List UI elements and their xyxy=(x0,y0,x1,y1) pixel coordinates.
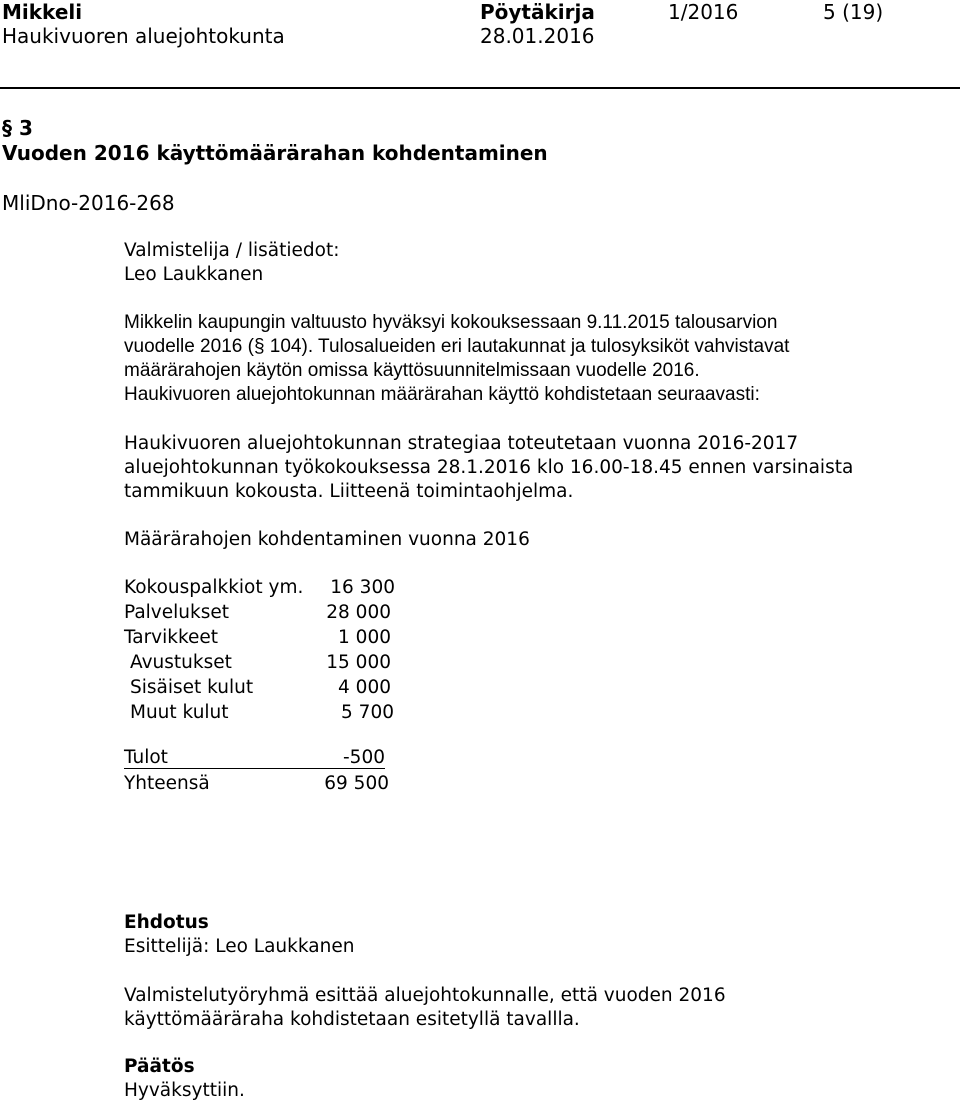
budget-value: 1 000 xyxy=(338,627,391,648)
budget-row xyxy=(124,700,394,725)
paragraph-2-line-3: tammikuun kokousta. Liitteenä toimintaohjelma. xyxy=(124,481,574,502)
paragraph-1-line-4: Haukivuoren aluejohtokunnan määrärahan käyttö kohdistetaan seuraavasti: xyxy=(124,384,760,405)
header-number: 1/2016 xyxy=(668,0,739,24)
section-number-value: 3 xyxy=(18,116,33,140)
budget-row xyxy=(124,650,391,675)
budget-total-label: Tulot xyxy=(124,747,168,768)
proposal-presenter: Esittelijä: Leo Laukkanen xyxy=(124,936,355,957)
preparer-label: Valmistelija / lisätiedot: xyxy=(124,240,340,261)
proposal-text-line-2: käyttömääräraha kohdistetaan esitetyllä tavallla. xyxy=(124,1009,580,1030)
budget-label: Muut kulut xyxy=(130,702,229,723)
paragraph-1-line-2b: 104). Tulosalueiden eri lautakunnat ja tulosyksiköt vahvistavat xyxy=(264,336,790,357)
budget-label: Sisäiset kulut xyxy=(130,677,254,698)
section-title: Vuoden 2016 käyttömäärärahan kohdentaminen xyxy=(2,141,548,165)
header-date: 28.01.2016 xyxy=(480,24,595,48)
proposal-heading: Ehdotus xyxy=(124,912,209,933)
decision-text: Hyväksyttiin. xyxy=(124,1080,245,1101)
paragraph-1-line-2a: vuodelle 2016 ( xyxy=(124,336,254,357)
header-rule xyxy=(0,87,960,89)
header-city: Mikkeli xyxy=(2,0,83,24)
paragraph-1-section-symbol: § xyxy=(253,336,265,357)
budget-row xyxy=(124,675,391,700)
budget-row xyxy=(124,625,391,650)
proposal-text-line-1: Valmistelutyöryhmä esittää aluejohtokunnalle, että vuoden 2016 xyxy=(124,985,726,1006)
paragraph-1-line-2 xyxy=(124,335,789,360)
budget-value: 15 000 xyxy=(326,652,391,673)
paragraph-1-line-1: Mikkelin kaupungin valtuusto hyväksyi kokouksessaan 9.11.2015 talousarvion xyxy=(124,312,778,333)
budget-total-label: Yhteensä xyxy=(124,773,210,794)
budget-row xyxy=(124,600,391,625)
section-number xyxy=(2,116,33,140)
budget-value: 16 300 xyxy=(330,577,395,598)
preparer-name: Leo Laukkanen xyxy=(124,264,264,285)
decision-heading: Päätös xyxy=(124,1056,195,1077)
budget-label: Palvelukset xyxy=(124,602,229,623)
budget-label: Kokouspalkkiot ym. xyxy=(124,577,304,598)
budget-total-value: -500 xyxy=(343,747,385,768)
section-symbol: § xyxy=(2,116,12,140)
header-doc-type: Pöytäkirja xyxy=(480,0,595,24)
paragraph-2-line-2: aluejohtokunnan työkokouksessa 28.1.2016 klo 16.00-18.45 ennen varsinaista xyxy=(124,457,854,478)
budget-value: 4 000 xyxy=(338,677,391,698)
budget-value: 5 700 xyxy=(341,702,394,723)
paragraph-1-line-3: määrärahojen käytön omissa käyttösuunnitelmissaan vuodelle 2016. xyxy=(124,360,700,381)
paragraph-2-line-1: Haukivuoren aluejohtokunnan strategiaa toteutetaan vuonna 2016-2017 xyxy=(124,433,799,454)
budget-total-value: 69 500 xyxy=(324,773,389,794)
budget-value: 28 000 xyxy=(326,602,391,623)
budget-total-row-income xyxy=(124,745,385,769)
header-page: 5 (19) xyxy=(823,0,884,24)
allocation-heading: Määrärahojen kohdentaminen vuonna 2016 xyxy=(124,529,530,550)
budget-label: Tarvikkeet xyxy=(124,627,219,648)
document-number: MliDno-2016-268 xyxy=(2,191,175,215)
budget-row xyxy=(124,575,395,600)
budget-label: Avustukset xyxy=(130,652,232,673)
budget-total-row-sum xyxy=(124,771,389,796)
header-board: Haukivuoren aluejohtokunta xyxy=(2,24,285,48)
